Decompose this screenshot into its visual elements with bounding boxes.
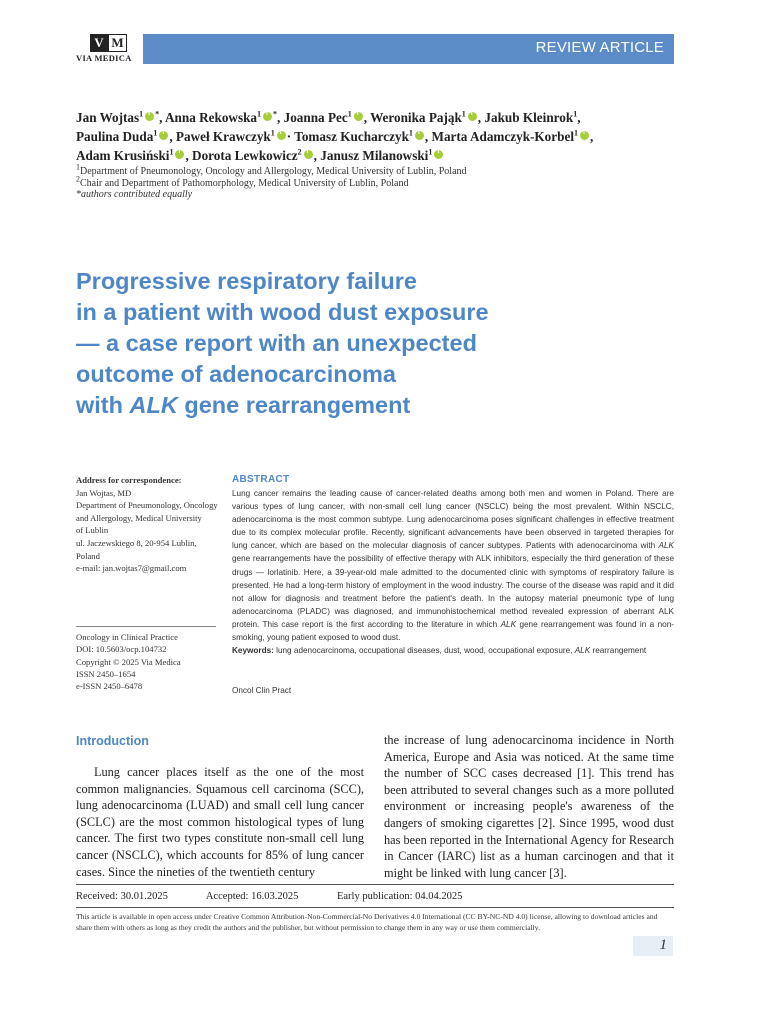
author-affiliation-sup: 1 [153,128,158,138]
author-name: Jan Wojtas [76,110,140,125]
author-name: Weronika Pająk [370,110,462,125]
divider [76,907,674,908]
abstract-heading: ABSTRACT [232,474,290,485]
author-separator: , [477,110,485,125]
correspondence-heading: Address for correspondence: [76,475,182,485]
author-name: Dorota Lewkowicz [192,148,298,163]
author-name: Janusz Milanowski [320,148,429,163]
article-title [76,266,676,421]
page-number: 1 [659,937,667,953]
author-separator: , [169,129,176,144]
title-line: in a patient with wood dust exposure [76,299,489,325]
title-line: with ALK gene rearrangement [76,392,411,418]
author-name: Marta Adamczyk-Korbel [431,129,574,144]
author-affiliation-sup: 1 [139,109,144,119]
body-column-left: Lung cancer places itself as the one of the most common malignancies. Squamous cell carcinoma (SCC), lung adenocarcinoma (LUAD) and small cell lung cancer (SCLC) are the most common histological types of lung cancer. The first two types constitute non-small cell lung cancer (NSCLC), which accounts for 85% of lung cancer cases. Since the nineties of the twentieth century [76,765,364,879]
correspondence-line: Jan Wojtas, MD [76,487,132,498]
author-separator: , [363,110,371,125]
orcid-icon[interactable] [159,131,168,140]
orcid-icon[interactable] [175,150,184,159]
orcid-icon[interactable] [434,150,443,159]
journal-name: Oncology in Clinical Practice [76,632,178,642]
divider [76,626,216,627]
author-affiliation-sup: 1 [461,109,466,119]
author-separator: , [589,129,594,144]
page-number-box [633,936,673,956]
orcid-icon[interactable] [580,131,589,140]
logo-mark-icon [90,34,126,52]
author-name: Joanna Pec [283,110,348,125]
divider [76,884,674,885]
doi[interactable]: DOI: 10.5603/ocp.104732 [76,644,167,655]
author-name: Jakub Kleinrok [484,110,574,125]
keywords: Keywords: lung adenocarcinoma, occupational diseases, dust, wood, occupational exposure, ALK rearrangement [232,646,647,656]
license-text: This article is available in open access under Creative Common Attribution-Non-Commercial-No Derivatives 4.0 International (CC BY-NC-ND 4.0) license, allowing to download articles and share them with others as long as they credit the authors and the publisher, but without permission to change them in any way or use them commercially. [76,912,658,932]
author-affiliation-sup: 1 [169,147,174,157]
copyright: Copyright © 2025 Via Medica [76,656,181,667]
correspondence-line: ul. Jaczewskiego 8, 20-954 Lublin, Poland [76,537,197,561]
accepted-date: Accepted: 16.03.2025 [205,891,299,902]
abstract [232,474,674,657]
correspondence-line: of Lublin [76,525,109,536]
section-heading-introduction: Introduction [76,734,149,748]
publication-dates [76,891,498,902]
orcid-icon[interactable] [263,112,272,121]
received-date: Received: 30.01.2025 [76,891,168,902]
author-affiliation-sup: 1 [257,109,262,119]
logo-mark-v: V [90,34,108,52]
equal-contribution-note: *authors contributed equally [76,189,193,200]
author-separator: , [159,110,166,125]
correspondence-block [76,474,221,575]
via-medica-logo [76,34,138,64]
author-name: Tomasz Kucharczyk [294,129,409,144]
title-line: outcome of adenocarcinoma [76,361,396,387]
author-affiliation-sup: 2 [297,147,302,157]
article-type-banner [143,34,674,64]
journal-citation: Oncol Clin Pract [232,686,292,695]
orcid-icon[interactable] [304,150,313,159]
logo-mark-m: M [108,34,127,52]
abstract-text: Lung cancer remains the leading cause of cancer-related deaths among both men and women in Poland. There are various types of lung cancer, with non-small cell lung cancer (NSCLC) being the most prevalent. Within NSCLC, adenocarcinoma is the most common subtype. Lung adenocarcinoma poses significant challenges in effective treatment due to its complex molecular profile. Recently, significant advancements have been observed in targeted therapies for lung cancer, which are based on the molecular diagnosis of cancer subtypes. Patients with adenocarcinoma with ALK gene rearrangements have the possibility of effective therapy with ALK inhibitors, especially the third generation of these drugs — lorlatinib. Here, a 39-year-old male admitted to the documented clinic with symptoms of respiratory failure is presented. He had a long-term history of employment in the wood industry. The course of the disease was rapid and it did not allow for diagnosis and treatment before the patient's death. In the autopsy material pneumonic type of lung adenocarcinoma (PLADC) was diagnosed, and immunohistochemical method revealed expression of aberrant ALK protein. This case report is the first according to the literature in which ALK gene rearrangement was found in a non-smoking, young patient exposed to wood dust. [232,489,674,643]
correspondence-line: Department of Pneumonology, Oncology [76,500,218,511]
affiliation-1: $^1$Department of Pneumonology, Oncology and Allergology, Medical University of Lublin, Poland [76,162,467,177]
author-separator: , [577,110,581,125]
author-name: Paulina Duda [76,129,154,144]
author-affiliation-sup: 1 [270,128,275,138]
author-name: Anna Rekowska [165,110,258,125]
article-type-label: REVIEW ARTICLE [535,39,664,56]
author-name: Adam Krusiński [76,148,170,163]
early-publication-date: Early publication: 04.04.2025 [336,891,463,902]
affiliation-2: $^2$Chair and Department of Pathomorphology, Medical University of Lublin, Poland [76,174,409,189]
eissn: e-ISSN 2450–6478 [76,681,143,692]
equal-contribution-star: * [273,109,278,119]
issn: ISSN 2450–1654 [76,668,136,679]
author-separator: , [313,148,321,163]
author-separator: , [424,129,432,144]
author-name: Paweł Krawczyk [175,129,271,144]
correspondence-line: and Allergology, Medical University [76,512,202,523]
author-separator: · [286,129,295,144]
author-separator: , [185,148,193,163]
orcid-icon[interactable] [415,131,424,140]
correspondence-email[interactable]: e-mail: jan.wojtas7@gmail.com [76,563,187,574]
author-affiliation-sup: 1 [347,109,352,119]
orcid-icon[interactable] [277,131,286,140]
equal-contribution-star: * [155,109,160,119]
title-line: — a case report with an unexpected [76,330,477,356]
title-line: Progressive respiratory failure [76,268,417,294]
body-column-right: the increase of lung adenocarcinoma incidence in North America, Europe and Asia was noticed. At the same time the number of SCC cases decreased [1]. This trend has been attributed to several changes such as a more polluted environment or increasing people's awareness of the dangers of smoking cigarettes [2]. Since 1995, wood dust has been reported in the International Agency for Research in Cancer (IARC) list as a human carcinogen and that it might be linked with lung cancer [3]. [384,733,674,880]
author-affiliation-sup: 1 [428,147,433,157]
author-affiliation-sup: 1 [573,109,578,119]
author-affiliation-sup: 1 [408,128,413,138]
author-separator: , [277,110,284,125]
author-list [76,108,676,165]
orcid-icon[interactable] [145,112,154,121]
journal-info [76,631,221,692]
orcid-icon[interactable] [468,112,477,121]
affiliations [76,162,676,201]
logo-name: VIA MEDICA [76,53,132,63]
author-affiliation-sup: 1 [573,128,578,138]
orcid-icon[interactable] [354,112,363,121]
